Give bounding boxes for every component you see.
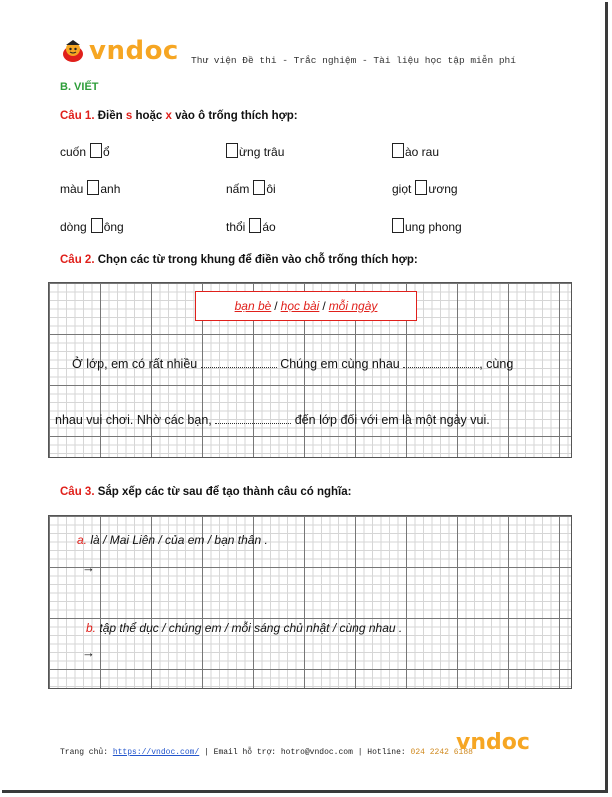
word-suffix: ôi — [266, 182, 276, 196]
arrow-icon: → — [82, 560, 95, 575]
footer-logo[interactable]: vndoc — [456, 730, 530, 755]
question-text: Điền — [97, 110, 123, 122]
logo-text: vndoc — [89, 36, 179, 66]
sentence-item-b — [86, 621, 402, 635]
question-number: Câu 2. — [60, 254, 95, 266]
blank-box[interactable] — [392, 143, 404, 158]
mascot-icon — [60, 38, 86, 64]
footer-label: Trang chủ: — [60, 748, 109, 757]
word-prefix: cuốn — [60, 145, 87, 159]
word-prefix: giọt — [392, 182, 412, 196]
separator: / — [322, 299, 326, 313]
word-suffix: ổ — [103, 145, 110, 159]
fill-word — [226, 180, 276, 196]
fill-line-2 — [55, 413, 490, 427]
word-bank-item: mỗi ngày — [328, 299, 378, 313]
question-text: Sắp xếp các từ sau để tạo thành câu có nghĩa: — [97, 486, 352, 498]
blank-box[interactable] — [249, 218, 261, 233]
question-text: hoặc — [135, 110, 163, 122]
blank-box[interactable] — [91, 218, 103, 233]
header-tagline: Thư viện Đề thi - Trắc nghiệm - Tài liệu học tập miễn phí — [191, 55, 516, 66]
blank-box[interactable] — [226, 143, 238, 158]
word-bank-item: bạn bè — [234, 299, 272, 313]
line-text: nhau vui chơi. Nhờ các bạn, — [55, 413, 212, 427]
fill-word — [60, 143, 110, 159]
fill-word — [226, 218, 276, 234]
item-label: a. — [77, 533, 88, 547]
word-prefix: nấm — [226, 182, 250, 196]
letter-x: x — [165, 110, 172, 122]
word-bank-item: học bài — [280, 299, 320, 313]
fill-word — [60, 218, 124, 234]
question-number: Câu 1. — [60, 110, 95, 122]
word-suffix: ào rau — [405, 145, 440, 159]
line-text: đến lớp đối với em là một ngày vui. — [294, 413, 490, 427]
blank-line[interactable] — [215, 413, 291, 424]
item-text: tập thể dục / chúng em / mỗi sáng chủ nhật / cùng nhau . — [99, 621, 403, 635]
footer — [60, 748, 473, 757]
line-text: , cùng — [479, 357, 514, 371]
blank-line[interactable] — [403, 357, 479, 368]
letter-s: s — [125, 110, 133, 122]
footer-label: Hotline: — [367, 748, 406, 757]
home-link[interactable]: https://vndoc.com/ — [112, 748, 200, 757]
word-suffix: ừng trâu — [239, 145, 285, 159]
email-info: Email hỗ trợ: hotro@vndoc.com — [213, 748, 353, 757]
blank-box[interactable] — [392, 218, 404, 233]
blank-box[interactable] — [415, 180, 427, 195]
sentence-item-a — [77, 533, 268, 547]
hotline-number[interactable]: 024 2242 6188 — [410, 748, 473, 757]
word-suffix: áo — [262, 220, 276, 234]
item-text: là / Mai Liên / của em / bạn thân . — [90, 533, 268, 547]
word-prefix: màu — [60, 182, 84, 196]
blank-box[interactable] — [253, 180, 265, 195]
fill-line-1 — [72, 357, 513, 371]
line-text: Chúng em cùng nhau — [280, 357, 400, 371]
fill-word — [60, 180, 120, 196]
word-bank-box — [195, 291, 417, 321]
fill-word — [392, 218, 462, 234]
word-prefix: dòng — [60, 220, 87, 234]
question-2-title — [60, 254, 418, 266]
word-prefix: thổi — [226, 220, 246, 234]
vndoc-logo[interactable] — [60, 36, 179, 66]
blank-line[interactable] — [201, 357, 277, 368]
fill-word — [392, 143, 439, 159]
question-text: Chọn các từ trong khung để điền vào chỗ trống thích hợp: — [97, 254, 418, 266]
item-label: b. — [86, 621, 97, 635]
word-suffix: anh — [100, 182, 121, 196]
word-suffix: ông — [103, 220, 124, 234]
question-number: Câu 3. — [60, 486, 95, 498]
separator: | — [199, 748, 214, 757]
question-3-title — [60, 486, 351, 498]
separator: | — [352, 748, 368, 757]
fill-word — [392, 180, 458, 196]
blank-box[interactable] — [87, 180, 99, 195]
separator: / — [274, 299, 278, 313]
word-suffix: ương — [428, 182, 458, 196]
blank-box[interactable] — [90, 143, 102, 158]
section-title: B. VIẾT — [60, 81, 99, 93]
fill-word — [226, 143, 284, 159]
question-1-title — [60, 110, 298, 122]
arrow-icon: → — [82, 645, 95, 660]
question-text: vào ô trống thích hợp: — [175, 110, 298, 122]
word-suffix: ung phong — [405, 220, 462, 234]
line-text: Ở lớp, em có rất nhiều — [72, 357, 198, 371]
